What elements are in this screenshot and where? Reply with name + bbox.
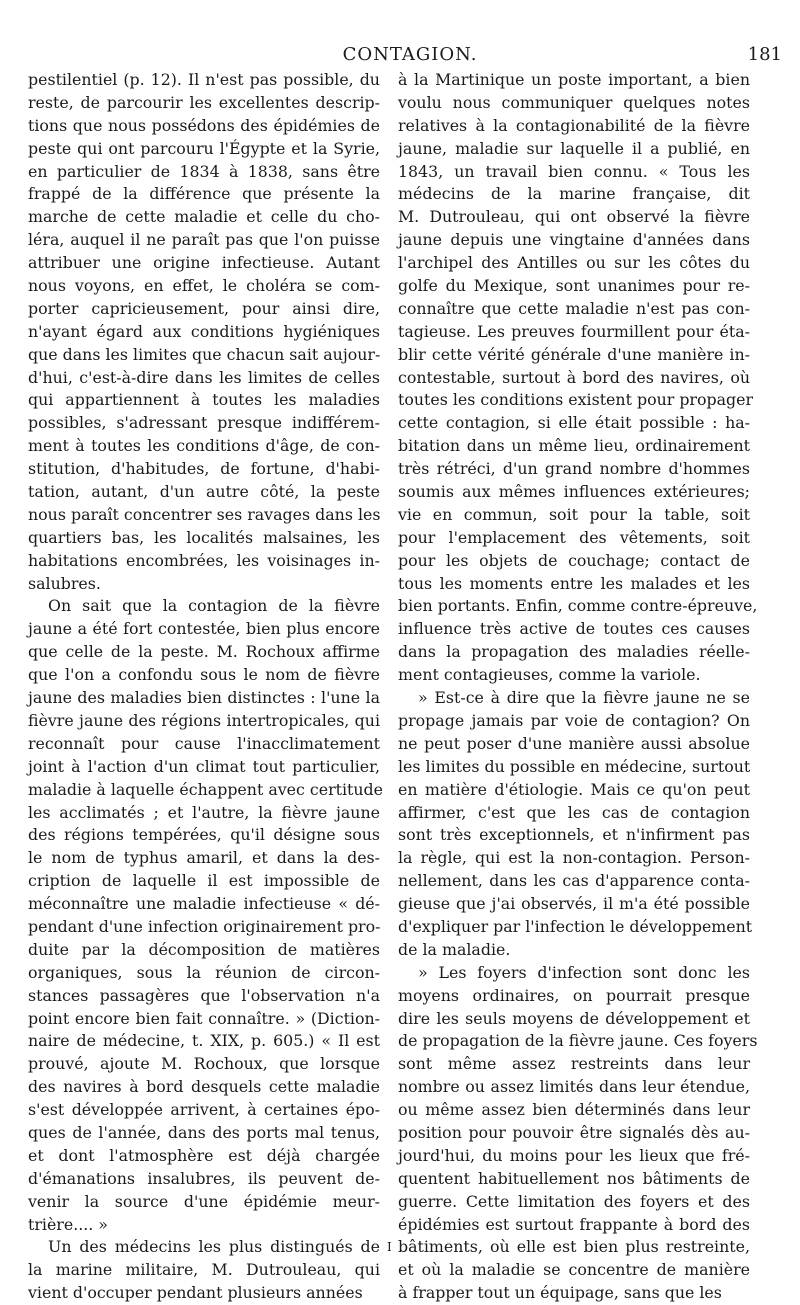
text-line: relatives à la contagionabilité de la fièvre	[398, 115, 750, 135]
page-number: 181	[747, 44, 782, 65]
text-line: de propagation de la fièvre jaune. Ces foyers	[398, 1031, 758, 1051]
footer-mark: I	[387, 1240, 392, 1254]
text-line: joint à l'action d'un climat tout particulier,	[28, 756, 380, 776]
text-line: ment contagieuses, comme la variole.	[398, 665, 701, 685]
text-line: la règle, qui est la non-contagion. Person-	[398, 848, 750, 868]
text-line: 1843, un travail bien connu. « Tous les	[398, 161, 750, 181]
text-line: tous les moments entre les malades et les	[398, 573, 750, 593]
text-line: à la Martinique un poste important, a bien	[398, 70, 750, 89]
text-line: méconnaître une maladie infectieuse « dé-	[28, 894, 380, 914]
text-line: le nom de typhus amaril, et dans la des-	[28, 848, 380, 868]
text-line: s'est développée arrivent, à certaines épo-	[28, 1100, 380, 1120]
text-line: frappé de la différence que présente la	[28, 184, 380, 204]
text-line: à frapper tout un équipage, sans que les	[398, 1283, 722, 1303]
text-line: contestable, surtout à bord des navires, où	[398, 367, 750, 387]
text-line: porter capricieusement, pour ainsi dire,	[28, 298, 380, 318]
text-line: nous paraît concentrer ses ravages dans les	[28, 504, 381, 524]
text-line: soumis aux mêmes influences extérieures;	[398, 482, 750, 502]
text-column-right	[398, 69, 758, 1305]
text-line: M. Dutrouleau, qui ont observé la fièvre	[398, 207, 750, 227]
text-line: peste qui ont parcouru l'Égypte et la Syrie,	[28, 138, 380, 158]
text-line: d'émanations insalubres, ils peuvent de-	[28, 1168, 380, 1188]
text-line: reste, de parcourir les excellentes descrip-	[28, 92, 380, 112]
text-line: les limites du possible en médecine, surtout	[398, 756, 751, 776]
text-line: trière.... »	[28, 1214, 108, 1234]
text-line: fièvre jaune des régions intertropicales, qui	[28, 710, 380, 730]
text-line: Un des médecins les plus distingués de	[48, 1237, 380, 1257]
text-line: affirmer, c'est que les cas de contagion	[398, 802, 750, 822]
text-line: léra, auquel il ne paraît pas que l'on puisse	[28, 230, 380, 250]
text-line: possibles, s'adressant presque indifférem-	[28, 413, 380, 433]
text-line: bitation dans un même lieu, ordinairement	[398, 436, 750, 456]
text-line: jaune depuis une vingtaine d'années dans	[398, 230, 750, 250]
text-line: jaune, maladie sur laquelle il a publié, en	[398, 138, 750, 158]
text-line: quartiers bas, les localités malsaines, les	[28, 527, 380, 547]
text-line: reconnaît pour cause l'inacclimatement	[28, 733, 380, 753]
text-line: les acclimatés ; et l'autre, la fièvre jaune	[28, 802, 380, 822]
text-line: quentent habituellement nos bâtiments de	[398, 1168, 750, 1188]
text-line: salubres.	[28, 573, 101, 593]
text-line: cette contagion, si elle était possible : ha-	[398, 413, 750, 433]
text-line: dans la propagation des maladies réelle-	[398, 642, 750, 662]
text-line: voulu nous communiquer quelques notes	[398, 92, 750, 112]
text-line: tagieuse. Les preuves fourmillent pour éta-	[398, 321, 750, 341]
text-line: pendant d'une infection originairement pro-	[28, 916, 381, 936]
text-line: naire de médecine, t. XIX, p. 605.) « Il est	[28, 1031, 380, 1051]
text-line: On sait que la contagion de la fièvre	[48, 596, 380, 616]
text-line: connaître que cette maladie n'est pas con-	[398, 298, 750, 318]
text-line: pour l'emplacement des vêtements, soit	[398, 527, 750, 547]
text-line: ou même assez bien déterminés dans leur	[398, 1100, 750, 1120]
text-line: qui appartiennent à toutes les maladies	[28, 390, 380, 410]
page-header	[30, 44, 790, 68]
text-line: moyens ordinaires, on pourrait presque	[398, 985, 750, 1005]
text-column-left	[28, 69, 384, 1305]
text-line: dire les seuls moyens de développement et	[398, 1008, 750, 1028]
text-line: jaune des maladies bien distinctes : l'une la	[28, 688, 380, 708]
text-line: nellement, dans les cas d'apparence conta-	[398, 871, 750, 891]
text-line: position pour pouvoir être signalés dès au-	[398, 1122, 750, 1142]
text-line: » Est-ce à dire que la fièvre jaune ne se	[418, 688, 750, 708]
text-line: habitations encombrées, les voisinages in-	[28, 550, 380, 570]
text-line: ment à toutes les conditions d'âge, de con-	[28, 436, 380, 456]
text-line: en matière d'étiologie. Mais ce qu'on peut	[398, 779, 750, 799]
text-line: épidémies est surtout frappante à bord des	[398, 1214, 750, 1234]
text-line: propage jamais par voie de contagion? On	[398, 710, 750, 730]
text-line: blir cette vérité générale d'une manière in-	[398, 344, 750, 364]
text-line: vient d'occuper pendant plusieurs années	[28, 1283, 363, 1303]
text-line: de la maladie.	[398, 939, 511, 959]
text-line: sont très exceptionnels, et n'infirment pas	[398, 825, 750, 845]
text-line: gieuse que j'ai observés, il m'a été possible	[398, 894, 750, 914]
text-line: que dans les limites que chacun sait aujour-	[28, 344, 381, 364]
text-line: tation, autant, d'un autre côté, la peste	[28, 482, 380, 502]
text-line: marche de cette maladie et celle du cho-	[28, 207, 380, 227]
text-line: bien portants. Enfin, comme contre-épreuve,	[398, 596, 758, 616]
text-line: ques de l'année, dans des ports mal tenus,	[28, 1122, 380, 1142]
text-line: pour les objets de couchage; contact de	[398, 550, 750, 570]
text-line: golfe du Mexique, sont unanimes pour re-	[398, 276, 750, 296]
text-line: influence très active de toutes ces causes	[398, 619, 750, 639]
text-line: des régions tempérées, qu'il désigne sous	[28, 825, 380, 845]
text-line: stitution, d'habitudes, de fortune, d'habi-	[28, 459, 380, 479]
text-line: maladie à laquelle échappent avec certitude	[28, 779, 384, 799]
text-line: tions que nous possédons des épidémies de	[28, 115, 380, 135]
text-line: guerre. Cette limitation des foyers et des	[398, 1191, 750, 1211]
text-line: attribuer une origine infectieuse. Autant	[28, 253, 380, 273]
text-line: prouvé, ajoute M. Rochoux, que lorsque	[28, 1054, 380, 1074]
text-line: bâtiments, où elle est bien plus restreinte,	[398, 1237, 750, 1257]
text-line: jaune a été fort contestée, bien plus encore	[28, 619, 380, 639]
text-line: ne peut poser d'une manière aussi absolue	[398, 733, 750, 753]
text-line: » Les foyers d'infection sont donc les	[418, 962, 750, 982]
text-line: jourd'hui, du moins pour les lieux que fré-	[398, 1145, 750, 1165]
text-line: et dont l'atmosphère est déjà chargée	[28, 1145, 380, 1165]
text-line: stances passagères que l'observation n'a	[28, 985, 380, 1005]
text-line: vie en commun, soit pour la table, soit	[398, 504, 750, 524]
text-line: en particulier de 1834 à 1838, sans être	[28, 161, 380, 181]
text-line: et où la maladie se concentre de manière	[398, 1260, 750, 1280]
text-line: venir la source d'une épidémie meur-	[28, 1191, 380, 1211]
text-line: médecins de la marine française, dit	[398, 184, 750, 204]
text-line: pestilentiel (p. 12). Il n'est pas possible, du	[28, 70, 380, 89]
text-line: la marine militaire, M. Dutrouleau, qui	[28, 1260, 380, 1280]
text-line: point encore bien fait connaître. » (Diction-	[28, 1008, 380, 1028]
text-line: très rétréci, d'un grand nombre d'hommes	[398, 459, 750, 479]
text-line: des navires à bord desquels cette maladie	[28, 1077, 380, 1097]
text-line: nous voyons, en effet, le choléra se com-	[28, 276, 380, 296]
text-line: d'expliquer par l'infection le développement	[398, 916, 753, 936]
text-line: sont même assez restreints dans leur	[398, 1054, 750, 1074]
text-line: cription de laquelle il est impossible de	[28, 871, 380, 891]
text-line: duite par la décomposition de matières	[28, 939, 380, 959]
text-line: n'ayant égard aux conditions hygiéniques	[28, 321, 380, 341]
text-line: organiques, sous la réunion de circon-	[28, 962, 380, 982]
text-line: l'archipel des Antilles ou sur les côtes du	[398, 253, 750, 273]
text-line: nombre ou assez limités dans leur étendue,	[398, 1077, 750, 1097]
text-line: que celle de la peste. M. Rochoux affirme	[28, 642, 380, 662]
text-line: d'hui, c'est-à-dire dans les limites de celles	[28, 367, 380, 387]
text-line: que l'on a confondu sous le nom de fièvre	[28, 665, 380, 685]
running-title: CONTAGION.	[342, 44, 478, 65]
text-line: toutes les conditions existent pour propager	[398, 390, 754, 410]
